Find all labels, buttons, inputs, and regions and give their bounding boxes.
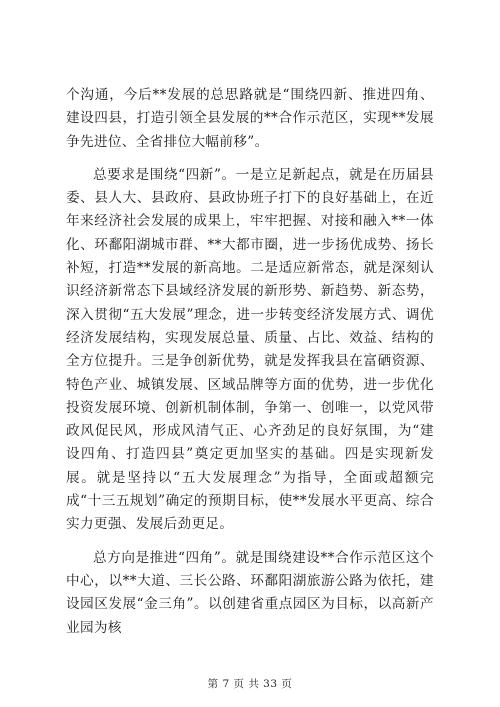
paragraph-general-direction: 总方向是推进“四角”。就是围绕建设**合作示范区这个中心，以**大道、三长公路、环鄱阳湖旅游公路为依托，建设园区发展“金三角”。以创建省重点园区为目标，以高新产业园为核 [66, 549, 434, 636]
paragraph-gap [66, 154, 434, 164]
paragraph-continuation: 个沟通，今后**发展的总思路就是“围绕四新、推进四角、建设四县，打造引领全县发展的**合作示范区，实现**发展争先进位、全省排位大幅前移”。 [66, 87, 434, 150]
page-number-footer: 第 7 页 共 33 页 [207, 678, 293, 690]
paragraph-gap [66, 537, 434, 547]
document-body [66, 84, 434, 640]
paragraph-general-requirements: 总要求是围绕“四新”。一是立足新起点，就是在历届县委、县人大、县政府、县政协班子打下的良好基础上，在近年来经济社会发展的成果上，牢牢把握、对接和融入**一体化、环鄱阳湖城市群、**大都市圈，进一步扬优成势、扬长补短，打造**发展的新高地。二是适应新常态，就是深刻认识经济新常态下县域经济发展的新形势、新趋势、新态势，深入贯彻“五大发展”理念，进一步转变经济发展方式、调优经济发展结构，实现发展总量、质量、占比、效益、结构的全方位提升。三是争创新优势，就是发挥我县在富硒资源、特色产业、城镇发展、区域品牌等方面的优势，进一步优化投资发展环境、创新机制体制，争第一、创唯一，以党风带政风促民风，形成风清气正、心齐劲足的良好氛围，为“建设四角、打造四县”奠定更加坚实的基础。四是实现新发展。就是坚持以“五大发展理念”为指导，全面或超额完成“十三五规划”确定的预期目标，使**发展水平更高、综合实力更强、发展后劲更足。 [66, 166, 434, 533]
